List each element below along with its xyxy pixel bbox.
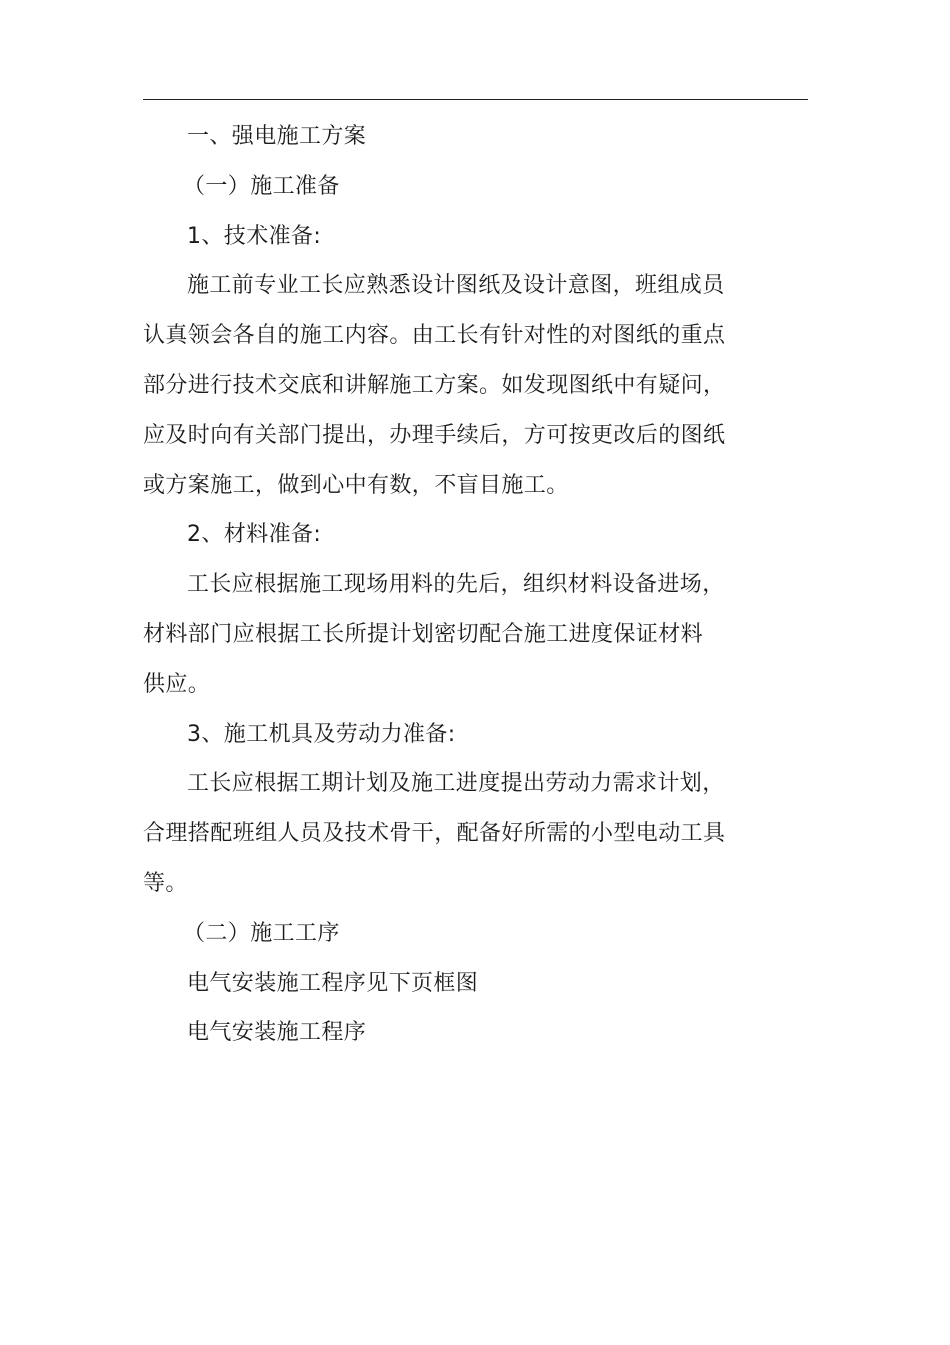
item-heading: 3、施工机具及劳动力准备: (187, 721, 456, 747)
paragraph-line: 工长应根据施工现场用料的先后，组织材料设备进场， (187, 572, 725, 598)
header-rule (143, 99, 808, 100)
paragraph-line: 等。 (143, 870, 188, 896)
paragraph-line: 认真领会各自的施工内容。由工长有针对性的对图纸的重点 (143, 323, 726, 349)
figure-caption: 电气安装施工程序 (187, 1020, 367, 1046)
paragraph-line: 施工前专业工长应熟悉设计图纸及设计意图，班组成员 (187, 273, 725, 299)
paragraph-line: 供应。 (143, 671, 211, 697)
paragraph-line: 工长应根据工期计划及施工进度提出劳动力需求计划， (187, 771, 725, 797)
paragraph-line: 或方案施工，做到心中有数，不盲目施工。 (143, 472, 569, 498)
paragraph-line: 部分进行技术交底和讲解施工方案。如发现图纸中有疑问， (143, 372, 726, 398)
paragraph-line: 电气安装施工程序见下页框图 (187, 970, 479, 996)
subsection-heading: （一）施工准备 (183, 173, 340, 199)
document-body (143, 112, 753, 1058)
paragraph-line: 材料部门应根据工长所提计划密切配合施工进度保证材料 (143, 621, 704, 647)
paragraph-line: 应及时向有关部门提出，办理手续后，方可按更改后的图纸 (143, 422, 726, 448)
item-heading: 2、材料准备: (187, 522, 322, 548)
subsection-heading: （二）施工工序 (183, 920, 340, 946)
section-heading: 一、强电施工方案 (187, 124, 367, 149)
paragraph-line: 合理搭配班组人员及技术骨干，配备好所需的小型电动工具 (143, 821, 726, 847)
item-heading: 1、技术准备: (187, 223, 322, 249)
